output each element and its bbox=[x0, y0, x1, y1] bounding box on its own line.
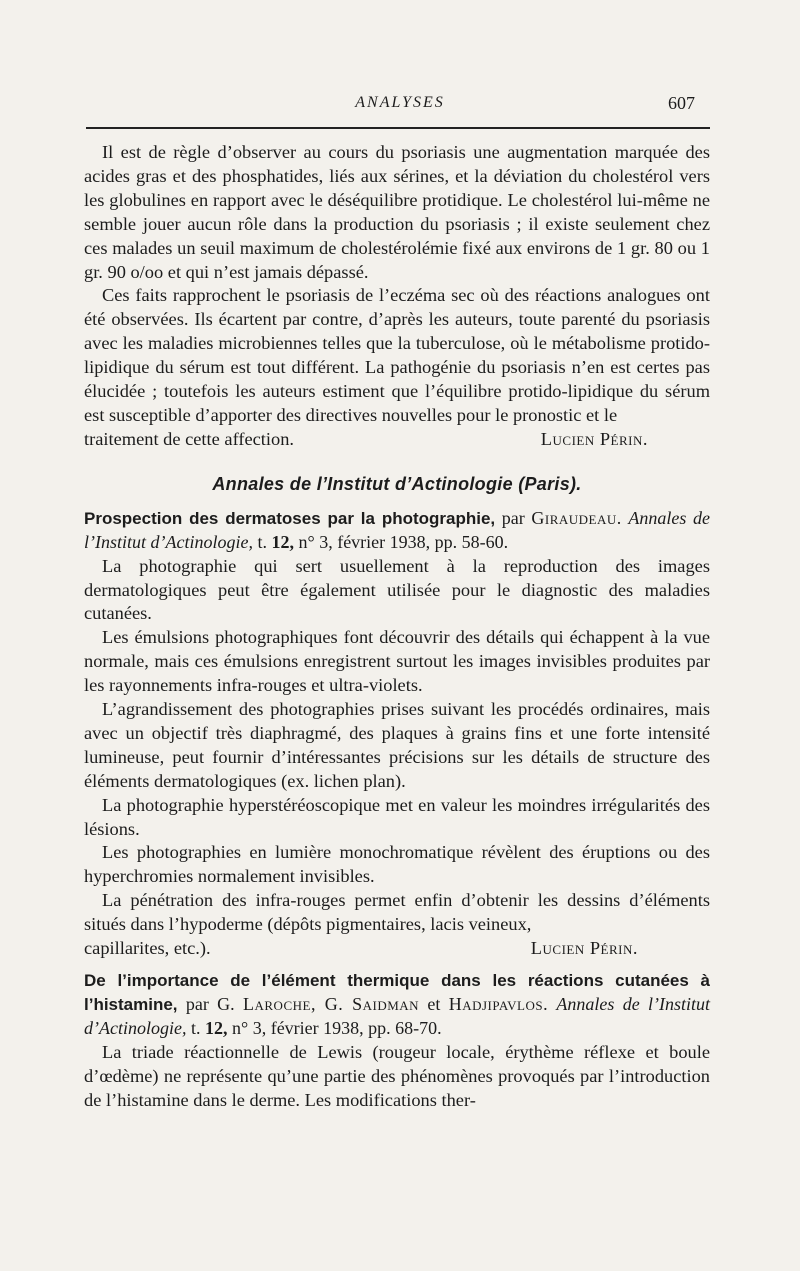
article-title: De l’importance de l’élément thermique dans les réactions cutanées à l’histamine, bbox=[84, 971, 710, 1014]
journal-name: Annales de l’Institut d’Actinologie, bbox=[84, 993, 711, 1038]
signature-line bbox=[84, 428, 710, 452]
by-text: par bbox=[501, 507, 525, 528]
article-header bbox=[84, 969, 710, 1041]
volume-prefix: t. bbox=[190, 1017, 201, 1038]
and-text: et bbox=[427, 993, 441, 1014]
volume-number: 12, bbox=[271, 531, 294, 552]
paragraph: L’agrandissement des photographies prises suivant les procédés ordinaires, mais avec un objectif très diaphragmé, des plaques à grains fins et une forte intensité lumineuse, peut fournir d’intéressantes précisions sur les détails de structure des éléments dermatologiques (ex. lichen plan). bbox=[84, 699, 710, 791]
page-body bbox=[84, 141, 710, 1112]
page-number: 607 bbox=[668, 93, 695, 113]
running-title: ANALYSES bbox=[355, 94, 445, 111]
paragraph: Ces faits rapprochent le psoriasis de l’eczéma sec où des réactions analogues ont été observées. Ils écartent par contre, d’après les auteurs, toute parenté du psoriasis avec les maladies microbiennes telles que la tuberculose, où le métabolisme protido-lipidique du sérum est tout différent. La pathogénie du psoriasis n’en est certes pas élucidée ; toutefois les auteurs estiment que l’équilibre protido-lipidique du sérum est susceptible d’apporter des directives nouvelles pour le pronostic et le bbox=[84, 285, 710, 425]
paragraph: La photographie hyperstéréoscopique met en valeur les moindres irrégularités des lésions. bbox=[84, 794, 710, 839]
signature-line bbox=[84, 937, 710, 961]
section-heading: Annales de l’Institut d’Actinologie (Paris). bbox=[212, 473, 582, 494]
paragraph: La photographie qui sert usuellement à la reproduction des images dermatologiques peut être également utilisée pour le diagnostic des maladies cutanées. bbox=[84, 555, 710, 624]
author-name: Hadjipavlos. bbox=[448, 993, 549, 1014]
paragraph: La triade réactionnelle de Lewis (rougeur locale, érythème réflexe et boule d’œdème) ne représente qu’une partie des phénomènes provoqués par l’introduction de l’histamine dans le derme. Les modifications ther- bbox=[84, 1041, 710, 1110]
journal-name: Annales de l’Institut d’Actinologie, bbox=[84, 507, 711, 552]
header-rule bbox=[86, 127, 710, 129]
author-names: Laroche, G. Saidman bbox=[243, 993, 420, 1014]
paragraph: Les émulsions photographiques font découvrir des détails qui échappent à la vue normale, mais ces émulsions enregistrent surtout les images invisibles produites par les rayonnements infra-rouges et ultra-violets. bbox=[84, 627, 710, 696]
paragraph: Il est de règle d’observer au cours du psoriasis une augmentation marquée des acides gras et des phosphatides, liés aux sérines, et la déviation du cholestérol vers les globulines en rapport avec le déséquilibre protidique. Le cholestérol lui-même ne semble jouer aucun rôle dans la production du psoriasis ; il existe seulement chez ces malades un seuil maximum de cholestérolémie fixé aux environs de 1 gr. 80 ou 1 gr. 90 o/oo et qui n’est jamais dépassé. bbox=[84, 142, 710, 282]
paragraph: La pénétration des infra-rouges permet enfin d’obtenir les dessins d’éléments situés dans l’hypoderme (dépôts pigmentaires, lacis veineux, bbox=[84, 890, 710, 935]
volume-prefix: t. bbox=[257, 531, 267, 552]
paragraph-last-line: traitement de cette affection. bbox=[84, 428, 295, 449]
article-title: Prospection des dermatoses par la photographie, bbox=[84, 508, 496, 528]
author-signature: Lucien Périn. bbox=[540, 428, 648, 449]
author-signature: Lucien Périn. bbox=[530, 938, 638, 959]
article-header bbox=[84, 507, 710, 555]
paragraph: Les photographies en lumière monochromatique révèlent des éruptions ou des hyperchromies normalement invisibles. bbox=[84, 842, 710, 887]
by-text: par G. bbox=[185, 993, 235, 1014]
paragraph-last-line: capillarites, etc.). bbox=[84, 938, 211, 959]
issue-pages: n° 3, février 1938, pp. 58-60. bbox=[298, 531, 509, 552]
author-name: Giraudeau. bbox=[531, 507, 622, 528]
issue-pages: n° 3, février 1938, pp. 68-70. bbox=[232, 1017, 442, 1038]
volume-number: 12, bbox=[205, 1017, 228, 1038]
